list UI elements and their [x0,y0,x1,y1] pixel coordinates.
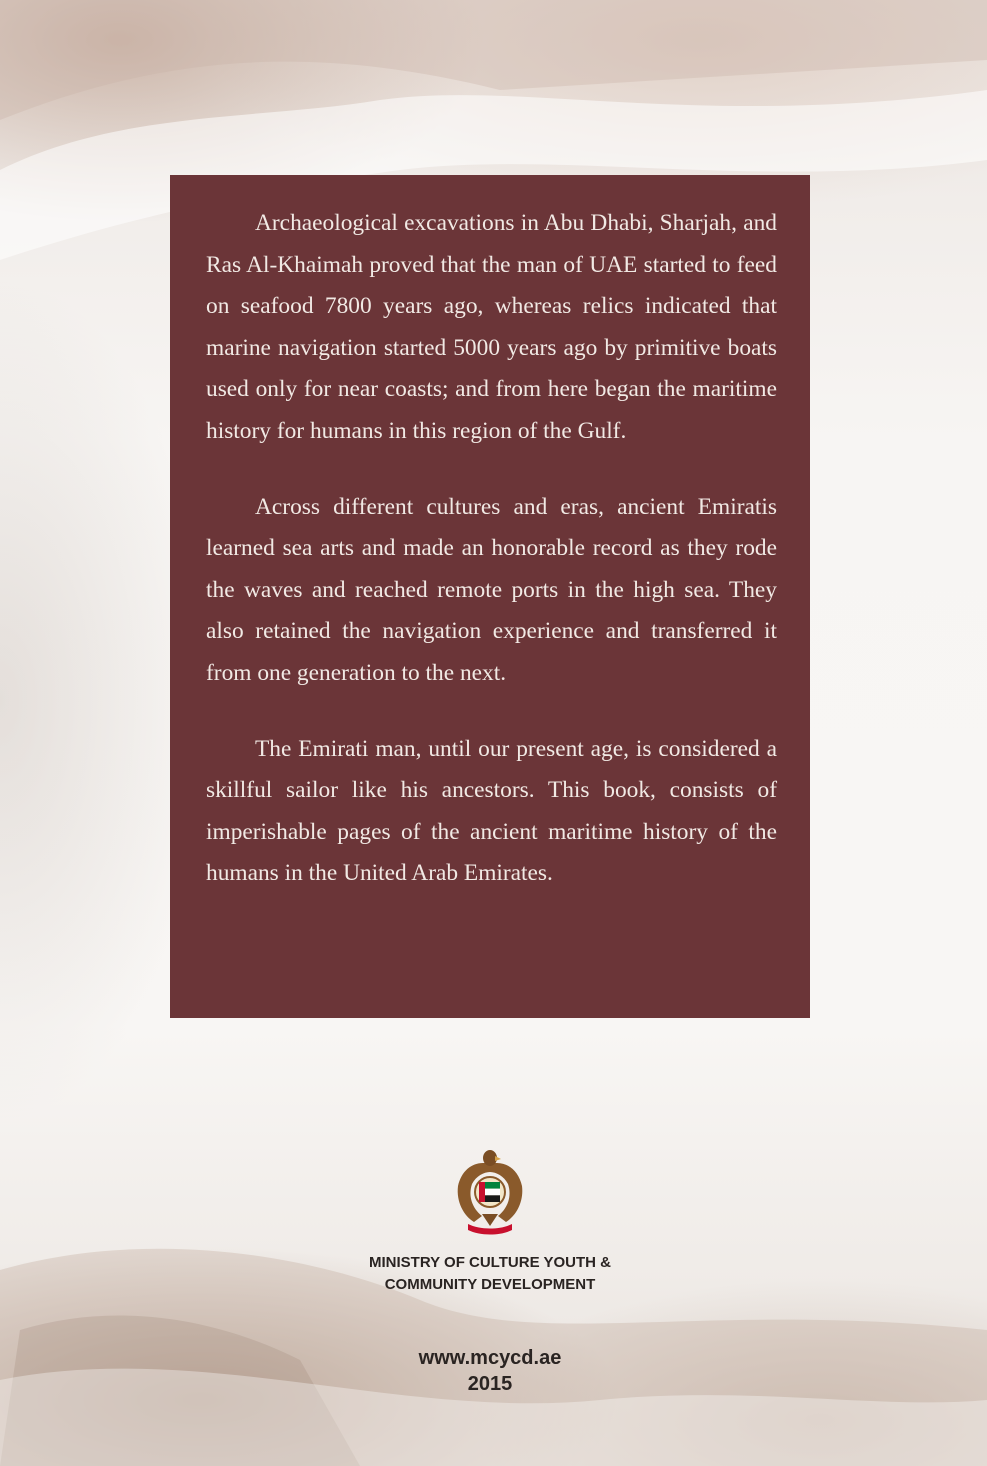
publication-year: 2015 [467,1373,513,1395]
publisher-website: www.mcycd.ae [418,1347,562,1369]
description-paragraph-3: The Emirati man, until our present age, is considered a skillful sailor like his ancestors. This book, consists of imperishable pages of the ancient maritime history of the humans in the United Arab Emirates. [206,735,777,887]
publisher-name-line-2: COMMUNITY DEVELOPMENT [384,1276,596,1293]
publisher-name-line-1: MINISTRY OF CULTURE YOUTH & [369,1254,611,1271]
description-paragraph-1: Archaeological excavations in Abu Dhabi, Sharjah, and Ras Al-Khaimah proved that the man of UAE started to feed on seafood 7800 years ago, whereas relics indicated that marine navigation started 5000 years ago by primitive boats used only for near coasts; and from here began the maritime history for humans in this region of the Gulf. [206,210,777,444]
description-panel [170,175,810,1018]
description-paragraph-2: Across different cultures and eras, ancient Emiratis learned sea arts and made an honorable record as they rode the waves and reached remote ports in the high sea. They also retained the navigation experience and transferred it from one generation to the next. [206,493,777,686]
publisher-name [300,1252,680,1296]
uae-eagle-emblem-icon [454,1146,526,1236]
